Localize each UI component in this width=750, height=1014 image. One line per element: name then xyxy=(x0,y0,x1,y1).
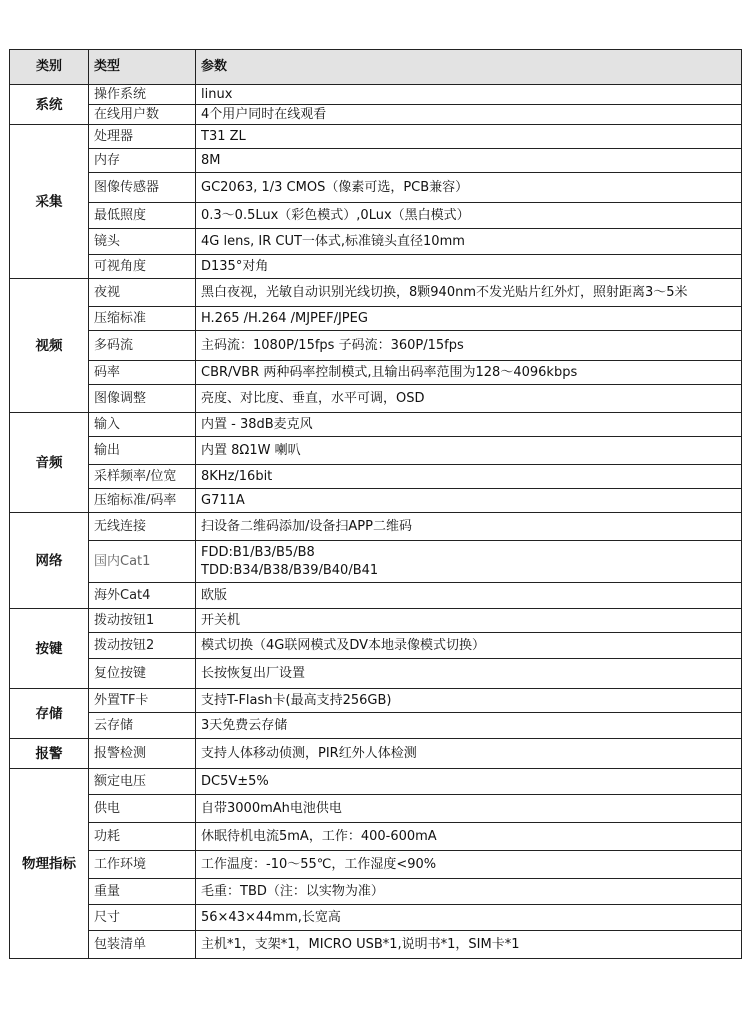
value-cell: 3天免费云存储 xyxy=(196,713,742,739)
table-row xyxy=(10,609,742,633)
value-cell: D135°对角 xyxy=(196,255,742,279)
type-cell: 无线连接 xyxy=(89,513,196,541)
type-cell: 尺寸 xyxy=(89,905,196,931)
type-cell: 包装清单 xyxy=(89,931,196,959)
value-cell: 8M xyxy=(196,149,742,173)
value-cell: 休眠待机电流5mA，工作：400-600mA xyxy=(196,823,742,851)
value-cell: T31 ZL xyxy=(196,125,742,149)
spec-table xyxy=(9,49,742,959)
table-row xyxy=(10,331,742,361)
type-cell: 码率 xyxy=(89,361,196,385)
type-cell: 夜视 xyxy=(89,279,196,307)
type-cell: 内存 xyxy=(89,149,196,173)
value-cell: 4G lens, IR CUT一体式,标准镜头直径10mm xyxy=(196,229,742,255)
value-cell: 支持人体移动侦测，PIR红外人体检测 xyxy=(196,739,742,769)
table-row xyxy=(10,689,742,713)
category-cell: 按键 xyxy=(10,609,89,689)
category-cell: 报警 xyxy=(10,739,89,769)
table-row xyxy=(10,659,742,689)
value-cell: 8KHz/16bit xyxy=(196,465,742,489)
table-row xyxy=(10,255,742,279)
table-row xyxy=(10,413,742,437)
type-cell: 多码流 xyxy=(89,331,196,361)
value-cell: linux xyxy=(196,85,742,105)
type-cell: 镜头 xyxy=(89,229,196,255)
value-cell: 亮度、对比度、垂直，水平可调，OSD xyxy=(196,385,742,413)
table-row xyxy=(10,85,742,105)
type-cell: 拨动按钮1 xyxy=(89,609,196,633)
table-row xyxy=(10,931,742,959)
type-cell: 操作系统 xyxy=(89,85,196,105)
type-cell: 国内Cat1 xyxy=(89,541,196,583)
value-cell: 扫设备二维码添加/设备扫APP二维码 xyxy=(196,513,742,541)
spec-body xyxy=(10,85,742,959)
value-cell: GC2063, 1/3 CMOS（像素可选，PCB兼容） xyxy=(196,173,742,203)
category-cell: 网络 xyxy=(10,513,89,609)
type-cell: 图像传感器 xyxy=(89,173,196,203)
type-cell: 额定电压 xyxy=(89,769,196,795)
table-row xyxy=(10,229,742,255)
value-cell: 毛重：TBD（注：以实物为准） xyxy=(196,879,742,905)
table-row xyxy=(10,713,742,739)
table-row xyxy=(10,879,742,905)
value-cell: H.265 /H.264 /MJPEF/JPEG xyxy=(196,307,742,331)
value-cell: 0.3～0.5Lux（彩色模式）,0Lux（黑白模式） xyxy=(196,203,742,229)
value-cell: 工作温度：-10～55℃，工作湿度<90% xyxy=(196,851,742,879)
type-cell: 工作环境 xyxy=(89,851,196,879)
type-cell: 报警检测 xyxy=(89,739,196,769)
value-line: FDD:B1/B3/B5/B8 xyxy=(201,544,315,560)
header-param: 参数 xyxy=(196,50,742,85)
table-row xyxy=(10,361,742,385)
table-row xyxy=(10,465,742,489)
value-cell: 开关机 xyxy=(196,609,742,633)
table-row xyxy=(10,795,742,823)
type-cell: 功耗 xyxy=(89,823,196,851)
header-row xyxy=(10,50,742,85)
table-row xyxy=(10,583,742,609)
value-cell: 内置 - 38dB麦克风 xyxy=(196,413,742,437)
table-row xyxy=(10,851,742,879)
category-cell: 音频 xyxy=(10,413,89,513)
table-row xyxy=(10,279,742,307)
value-cell: 支持T-Flash卡(最高支持256GB) xyxy=(196,689,742,713)
value-cell: 长按恢复出厂设置 xyxy=(196,659,742,689)
category-cell: 存储 xyxy=(10,689,89,739)
type-cell: 云存储 xyxy=(89,713,196,739)
category-cell: 采集 xyxy=(10,125,89,279)
table-row xyxy=(10,203,742,229)
value-cell: G711A xyxy=(196,489,742,513)
table-row xyxy=(10,385,742,413)
type-cell: 外置TF卡 xyxy=(89,689,196,713)
category-cell: 物理指标 xyxy=(10,769,89,959)
value-cell: 4个用户同时在线观看 xyxy=(196,105,742,125)
value-cell: 主码流：1080P/15fps 子码流：360P/15fps xyxy=(196,331,742,361)
value-cell: 黑白夜视，光敏自动识别光线切换，8颗940nm不发光贴片红外灯，照射距离3～5米 xyxy=(196,279,742,307)
type-cell: 输出 xyxy=(89,437,196,465)
type-cell: 图像调整 xyxy=(89,385,196,413)
value-cell xyxy=(196,541,742,583)
table-row xyxy=(10,823,742,851)
value-line: TDD:B34/B38/B39/B40/B41 xyxy=(201,562,379,578)
value-cell: 模式切换（4G联网模式及DV本地录像模式切换） xyxy=(196,633,742,659)
type-cell: 压缩标准 xyxy=(89,307,196,331)
type-cell: 拨动按钮2 xyxy=(89,633,196,659)
type-cell: 处理器 xyxy=(89,125,196,149)
value-cell: DC5V±5% xyxy=(196,769,742,795)
value-cell: 欧版 xyxy=(196,583,742,609)
table-row xyxy=(10,105,742,125)
type-cell: 可视角度 xyxy=(89,255,196,279)
table-row xyxy=(10,769,742,795)
table-row xyxy=(10,307,742,331)
type-cell: 供电 xyxy=(89,795,196,823)
table-row xyxy=(10,633,742,659)
table-row xyxy=(10,905,742,931)
type-cell: 输入 xyxy=(89,413,196,437)
type-cell: 压缩标准/码率 xyxy=(89,489,196,513)
table-row xyxy=(10,739,742,769)
value-cell: 内置 8Ω1W 喇叭 xyxy=(196,437,742,465)
table-row xyxy=(10,513,742,541)
value-cell: 主机*1，支架*1，MICRO USB*1,说明书*1，SIM卡*1 xyxy=(196,931,742,959)
type-cell: 最低照度 xyxy=(89,203,196,229)
type-cell: 海外Cat4 xyxy=(89,583,196,609)
type-cell: 采样频率/位宽 xyxy=(89,465,196,489)
table-row xyxy=(10,489,742,513)
type-cell: 重量 xyxy=(89,879,196,905)
category-cell: 视频 xyxy=(10,279,89,413)
category-cell: 系统 xyxy=(10,85,89,125)
type-cell: 在线用户数 xyxy=(89,105,196,125)
table-row xyxy=(10,541,742,583)
value-cell: 自带3000mAh电池供电 xyxy=(196,795,742,823)
table-row xyxy=(10,173,742,203)
table-row xyxy=(10,125,742,149)
table-row xyxy=(10,149,742,173)
table-row xyxy=(10,437,742,465)
value-cell: CBR/VBR 两种码率控制模式,且输出码率范围为128～4096kbps xyxy=(196,361,742,385)
header-type: 类型 xyxy=(89,50,196,85)
value-cell: 56×43×44mm,长宽高 xyxy=(196,905,742,931)
header-category: 类别 xyxy=(10,50,89,85)
type-cell: 复位按键 xyxy=(89,659,196,689)
